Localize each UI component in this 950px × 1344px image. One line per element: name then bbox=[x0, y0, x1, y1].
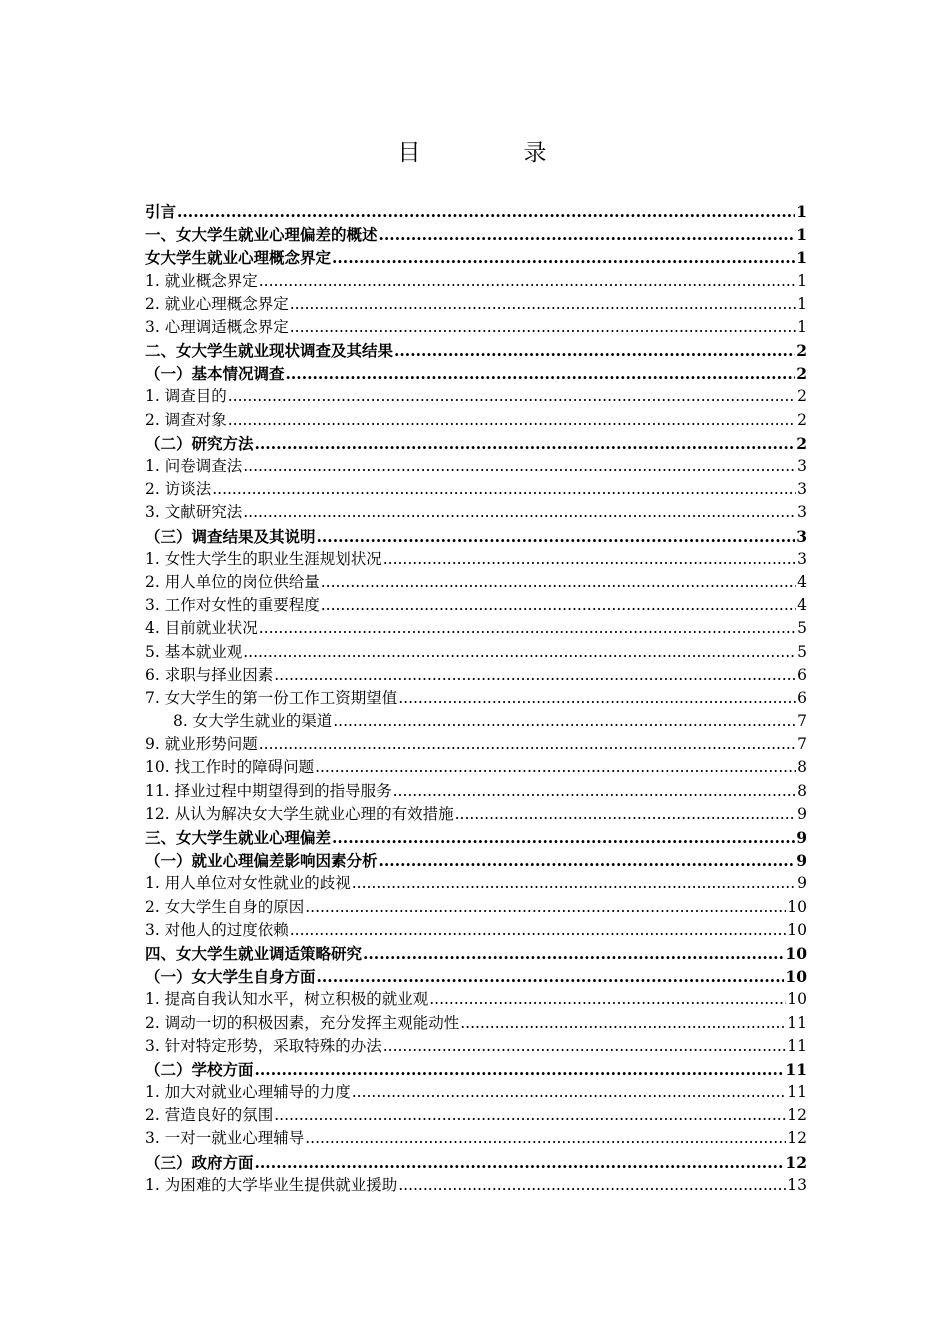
toc-entry-text: 2. 调动一切的积极因素，充分发挥主观能动性 bbox=[145, 1013, 460, 1032]
toc-page-number: 5 bbox=[797, 619, 807, 638]
toc-page-number: 1 bbox=[797, 294, 807, 313]
toc-entry[interactable] bbox=[145, 501, 807, 524]
toc-entry[interactable] bbox=[145, 548, 807, 571]
toc-page-number: 10 bbox=[785, 943, 807, 963]
toc-entry-text: （三）调查结果及其说明 bbox=[145, 526, 316, 546]
toc-page-number: 6 bbox=[797, 688, 807, 707]
toc-page-number: 7 bbox=[797, 712, 807, 731]
toc-entry-text: 女大学生就业心理概念界定 bbox=[145, 248, 332, 268]
toc-leader-dots bbox=[379, 223, 796, 246]
toc-entry-text: 6. 求职与择业因素 bbox=[145, 665, 274, 684]
toc-entry[interactable] bbox=[145, 409, 807, 432]
toc-entry[interactable] bbox=[145, 965, 807, 988]
toc-page-number: 7 bbox=[797, 735, 807, 754]
toc-entry[interactable] bbox=[145, 780, 807, 803]
toc-entry[interactable] bbox=[145, 432, 807, 455]
table-of-contents bbox=[145, 200, 807, 1197]
toc-entry-text: 10. 找工作时的障碍问题 bbox=[145, 758, 315, 777]
toc-entry[interactable] bbox=[145, 362, 807, 385]
toc-entry-text: 3. 一对一就业心理辅导 bbox=[145, 1129, 305, 1148]
toc-page-number: 11 bbox=[785, 1059, 807, 1079]
toc-page-number: 9 bbox=[797, 804, 807, 823]
toc-leader-dots bbox=[259, 270, 796, 293]
toc-entry[interactable] bbox=[145, 1012, 807, 1035]
toc-entry[interactable] bbox=[145, 1058, 807, 1081]
toc-page-number: 3 bbox=[796, 526, 807, 546]
toc-leader-dots bbox=[259, 733, 796, 756]
toc-entry[interactable] bbox=[145, 339, 807, 362]
toc-entry[interactable] bbox=[145, 849, 807, 872]
toc-leader-dots bbox=[243, 641, 796, 664]
toc-entry[interactable] bbox=[145, 664, 807, 687]
toc-page-number: 1 bbox=[797, 317, 807, 336]
toc-leader-dots bbox=[455, 803, 797, 826]
toc-leader-dots bbox=[398, 1174, 786, 1197]
toc-page-number: 1 bbox=[796, 248, 807, 268]
toc-entry-text: （二）学校方面 bbox=[145, 1059, 254, 1079]
toc-entry-text: 引言 bbox=[145, 201, 177, 221]
toc-entry[interactable] bbox=[145, 1174, 807, 1197]
toc-page-number: 11 bbox=[787, 1083, 807, 1102]
toc-entry[interactable] bbox=[145, 757, 807, 780]
toc-page-number: 8 bbox=[797, 781, 807, 800]
toc-page-number: 5 bbox=[797, 642, 807, 661]
toc-page-number: 1 bbox=[796, 225, 807, 245]
toc-page-number: 12 bbox=[787, 1106, 807, 1125]
toc-page-number: 2 bbox=[796, 341, 807, 361]
toc-leader-dots bbox=[305, 896, 786, 919]
toc-entry[interactable] bbox=[145, 1081, 807, 1104]
toc-entry-text: 一、女大学生就业心理偏差的概述 bbox=[145, 225, 378, 245]
toc-leader-dots bbox=[333, 710, 796, 733]
toc-page-number: 2 bbox=[797, 387, 807, 406]
toc-entry[interactable] bbox=[145, 1035, 807, 1058]
toc-leader-dots bbox=[332, 826, 795, 849]
toc-page-number: 2 bbox=[796, 364, 807, 384]
toc-entry[interactable] bbox=[145, 571, 807, 594]
toc-leader-dots bbox=[305, 1128, 786, 1151]
toc-entry[interactable] bbox=[145, 988, 807, 1011]
toc-page-number: 10 bbox=[787, 897, 807, 916]
toc-leader-dots bbox=[274, 1104, 786, 1127]
toc-leader-dots bbox=[274, 664, 796, 687]
toc-entry-text: 1. 女性大学生的职业生涯规划状况 bbox=[145, 549, 382, 568]
toc-leader-dots bbox=[255, 1151, 785, 1174]
toc-entry-text: 2. 营造良好的氛围 bbox=[145, 1106, 274, 1125]
toc-entry-text: 2. 访谈法 bbox=[145, 480, 212, 499]
toc-entry-text: （二）研究方法 bbox=[145, 433, 254, 453]
toc-page-number: 1 bbox=[796, 201, 807, 221]
toc-leader-dots bbox=[321, 571, 796, 594]
toc-page-number: 9 bbox=[797, 874, 807, 893]
toc-entry-text: 1. 加大对就业心理辅导的力度 bbox=[145, 1083, 351, 1102]
toc-leader-dots bbox=[212, 478, 796, 501]
toc-leader-dots bbox=[398, 687, 796, 710]
toc-entry-text: （一）基本情况调查 bbox=[145, 364, 285, 384]
toc-entry-text: （一）就业心理偏差影响因素分析 bbox=[145, 851, 378, 871]
toc-entry[interactable] bbox=[145, 246, 807, 269]
toc-entry-text: 1. 就业概念界定 bbox=[145, 271, 258, 290]
toc-entry-text: 1. 为困难的大学毕业生提供就业援助 bbox=[145, 1175, 398, 1194]
toc-entry[interactable] bbox=[145, 1151, 807, 1174]
toc-leader-dots bbox=[255, 1058, 785, 1081]
toc-entry[interactable] bbox=[145, 316, 807, 339]
toc-leader-dots bbox=[243, 455, 796, 478]
toc-page-number: 6 bbox=[797, 665, 807, 684]
toc-page-number: 2 bbox=[796, 433, 807, 453]
toc-leader-dots bbox=[290, 293, 796, 316]
toc-entry-text: 1. 用人单位对女性就业的歧视 bbox=[145, 874, 351, 893]
toc-entry[interactable] bbox=[145, 733, 807, 756]
toc-entry-text: （一）女大学生自身方面 bbox=[145, 967, 316, 987]
toc-page-number: 10 bbox=[785, 967, 807, 987]
toc-entry-text: （三）政府方面 bbox=[145, 1152, 254, 1172]
toc-entry-text: 11. 择业过程中期望得到的指导服务 bbox=[145, 781, 392, 800]
toc-leader-dots bbox=[243, 501, 796, 524]
toc-leader-dots bbox=[315, 757, 796, 780]
toc-leader-dots bbox=[286, 362, 796, 385]
toc-leader-dots bbox=[255, 432, 796, 455]
toc-entry-text: 3. 针对特定形势，采取特殊的办法 bbox=[145, 1036, 382, 1055]
toc-leader-dots bbox=[317, 965, 785, 988]
toc-page-number: 11 bbox=[787, 1036, 807, 1055]
toc-entry-text: 3. 工作对女性的重要程度 bbox=[145, 596, 320, 615]
toc-entry-text: 3. 对他人的过度依赖 bbox=[145, 920, 289, 939]
toc-page-number: 12 bbox=[787, 1129, 807, 1148]
toc-entry[interactable] bbox=[145, 594, 807, 617]
toc-page-number: 3 bbox=[797, 549, 807, 568]
toc-leader-dots bbox=[394, 339, 795, 362]
toc-entry-text: 三、女大学生就业心理偏差 bbox=[145, 828, 332, 848]
toc-entry[interactable] bbox=[145, 478, 807, 501]
toc-entry-text: 1. 问卷调查法 bbox=[145, 457, 243, 476]
toc-page-number: 10 bbox=[787, 920, 807, 939]
toc-entry[interactable] bbox=[145, 223, 807, 246]
toc-entry-text: 1. 提高自我认知水平，树立积极的就业观 bbox=[145, 990, 429, 1009]
toc-entry[interactable] bbox=[145, 710, 807, 733]
toc-entry-text: 8. 女大学生就业的渠道 bbox=[173, 712, 333, 731]
toc-page-number: 2 bbox=[797, 410, 807, 429]
toc-entry[interactable] bbox=[145, 687, 807, 710]
toc-entry-text: 二、女大学生就业现状调查及其结果 bbox=[145, 341, 394, 361]
toc-entry-text: 7. 女大学生的第一份工作工资期望值 bbox=[145, 688, 398, 707]
toc-page-number: 10 bbox=[787, 990, 807, 1009]
toc-entry-text: 2. 就业心理概念界定 bbox=[145, 294, 289, 313]
toc-entry[interactable] bbox=[145, 200, 807, 223]
toc-entry[interactable] bbox=[145, 872, 807, 895]
toc-leader-dots bbox=[429, 988, 786, 1011]
toc-leader-dots bbox=[290, 316, 796, 339]
toc-entry[interactable] bbox=[145, 919, 807, 942]
toc-page-number: 3 bbox=[797, 457, 807, 476]
toc-entry-text: 12. 从认为解决女大学生就业心理的有效措施 bbox=[145, 804, 454, 823]
toc-entry-text: 2. 女大学生自身的原因 bbox=[145, 897, 305, 916]
toc-leader-dots bbox=[383, 548, 796, 571]
toc-entry-text: 9. 就业形势问题 bbox=[145, 735, 258, 754]
toc-entry-text: 2. 调查对象 bbox=[145, 410, 227, 429]
toc-entry[interactable] bbox=[145, 617, 807, 640]
toc-page-number: 4 bbox=[797, 572, 807, 591]
toc-page-number: 3 bbox=[797, 480, 807, 499]
toc-leader-dots bbox=[332, 246, 795, 269]
toc-leader-dots bbox=[352, 1081, 787, 1104]
toc-page-number: 11 bbox=[787, 1013, 807, 1032]
toc-entry[interactable] bbox=[145, 293, 807, 316]
toc-leader-dots bbox=[228, 386, 796, 409]
toc-leader-dots bbox=[177, 200, 795, 223]
toc-entry[interactable] bbox=[145, 1128, 807, 1151]
toc-leader-dots bbox=[460, 1012, 786, 1035]
toc-entry-text: 4. 目前就业状况 bbox=[145, 619, 258, 638]
toc-entry[interactable] bbox=[145, 803, 807, 826]
toc-entry-text: 四、女大学生就业调适策略研究 bbox=[145, 943, 363, 963]
toc-entry-text: 1. 调查目的 bbox=[145, 387, 227, 406]
toc-page-number: 8 bbox=[797, 758, 807, 777]
toc-entry[interactable] bbox=[145, 455, 807, 478]
toc-entry-text: 3. 文献研究法 bbox=[145, 503, 243, 522]
toc-entry[interactable] bbox=[145, 942, 807, 965]
toc-leader-dots bbox=[379, 849, 796, 872]
toc-leader-dots bbox=[290, 919, 787, 942]
toc-entry[interactable] bbox=[145, 896, 807, 919]
toc-page-number: 1 bbox=[797, 271, 807, 290]
toc-page-number: 4 bbox=[797, 596, 807, 615]
toc-leader-dots bbox=[393, 780, 797, 803]
toc-entry[interactable] bbox=[145, 525, 807, 548]
toc-entry[interactable] bbox=[145, 386, 807, 409]
toc-entry[interactable] bbox=[145, 270, 807, 293]
toc-entry-text: 2. 用人单位的岗位供给量 bbox=[145, 572, 320, 591]
toc-leader-dots bbox=[383, 1035, 787, 1058]
toc-leader-dots bbox=[228, 409, 796, 432]
toc-entry[interactable] bbox=[145, 641, 807, 664]
toc-entry[interactable] bbox=[145, 826, 807, 849]
toc-leader-dots bbox=[321, 594, 796, 617]
toc-page-number: 12 bbox=[785, 1152, 807, 1172]
toc-leader-dots bbox=[259, 617, 796, 640]
toc-page-number: 9 bbox=[796, 851, 807, 871]
toc-leader-dots bbox=[363, 942, 784, 965]
toc-leader-dots bbox=[352, 872, 796, 895]
toc-leader-dots bbox=[317, 525, 796, 548]
toc-page-number: 13 bbox=[787, 1175, 807, 1194]
toc-title: 目 录 bbox=[397, 140, 587, 166]
toc-entry-text: 3. 心理调适概念界定 bbox=[145, 317, 289, 336]
toc-entry-text: 5. 基本就业观 bbox=[145, 642, 243, 661]
toc-entry[interactable] bbox=[145, 1104, 807, 1127]
toc-page-number: 9 bbox=[796, 828, 807, 848]
toc-page-number: 3 bbox=[797, 503, 807, 522]
